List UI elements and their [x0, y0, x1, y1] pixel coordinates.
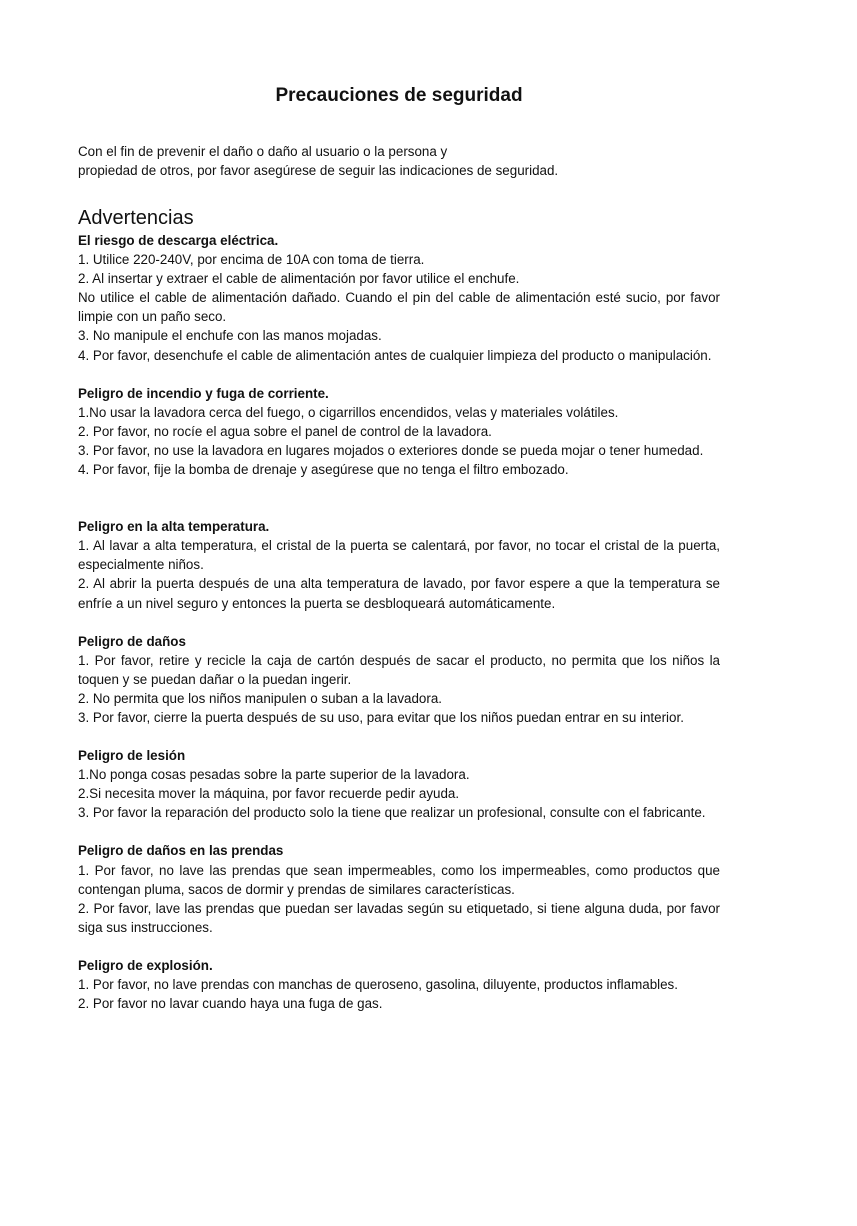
- section-title: Peligro de daños en las prendas: [78, 843, 284, 859]
- section-garment-damage: [78, 841, 720, 936]
- list-item: 2. Al insertar y extraer el cable de alimentación por favor utilice el enchufe.: [78, 271, 520, 287]
- intro-paragraph: [78, 142, 720, 180]
- section-fire-leakage: [78, 384, 720, 479]
- section-damage: [78, 632, 720, 727]
- section-title: El riesgo de descarga eléctrica.: [78, 233, 279, 248]
- section-title: Peligro en la alta temperatura.: [78, 519, 270, 535]
- list-item: 1. Por favor, no lave las prendas que sean impermeables, como los impermeables, como productos que contengan pluma, sacos de dormir y prendas de similares características.: [78, 862, 720, 897]
- section-electric-shock: [78, 231, 720, 365]
- list-item: 2.Si necesita mover la máquina, por favor recuerde pedir ayuda.: [78, 786, 460, 802]
- list-item: 3. Por favor, no use la lavadora en lugares mojados o exteriores donde se pueda mojar o tener humedad.: [78, 442, 704, 458]
- list-item: 1. Por favor, no lave prendas con manchas de queroseno, gasolina, diluyente, productos inflamables.: [78, 977, 678, 992]
- list-item: 1. Al lavar a alta temperatura, el cristal de la puerta se calentará, por favor, no tocar el cristal de la puerta, especialmente niños.: [78, 538, 720, 573]
- list-item: 1.No usar la lavadora cerca del fuego, o cigarrillos encendidos, velas y materiales volátiles.: [78, 404, 619, 420]
- list-item: 2. Por favor, lave las prendas que puedan ser lavadas según su etiquetado, si tiene alguna duda, por favor siga sus instrucciones.: [78, 900, 720, 935]
- list-item: 2. Por favor no lavar cuando haya una fuga de gas.: [78, 996, 383, 1012]
- section-title: Peligro de explosión.: [78, 957, 213, 973]
- list-item: 3. Por favor, cierre la puerta después de su uso, para evitar que los niños puedan entrar en su interior.: [78, 709, 684, 725]
- intro-line: propiedad de otros, por favor asegúrese de seguir las indicaciones de seguridad.: [78, 163, 559, 178]
- section-title: Peligro de incendio y fuga de corriente.: [78, 385, 329, 401]
- section-explosion: [78, 956, 720, 1013]
- list-item: 2. No permita que los niños manipulen o suban a la lavadora.: [78, 690, 443, 706]
- list-item: 4. Por favor, fije la bomba de drenaje y asegúrese que no tenga el filtro embozado.: [78, 462, 569, 478]
- list-item: 1. Utilice 220-240V, por encima de 10A con toma de tierra.: [78, 252, 425, 268]
- intro-line: Con el fin de prevenir el daño o daño al usuario o la persona y: [78, 144, 448, 159]
- document-page: [78, 0, 720, 1226]
- section-injury: [78, 746, 720, 822]
- list-item: 2. Por favor, no rocíe el agua sobre el panel de control de la lavadora.: [78, 423, 492, 439]
- section-high-temperature: [78, 517, 720, 612]
- section-title: Peligro de daños: [78, 633, 186, 649]
- list-item: 4. Por favor, desenchufe el cable de alimentación antes de cualquier limpieza del producto o manipulación.: [78, 347, 712, 363]
- section-title: Peligro de lesión: [78, 748, 186, 764]
- warnings-content: [78, 205, 720, 1032]
- list-item: 1.No ponga cosas pesadas sobre la parte superior de la lavadora.: [78, 767, 470, 783]
- warnings-heading: Advertencias: [78, 207, 194, 229]
- list-item: 1. Por favor, retire y recicle la caja de cartón después de sacar el producto, no permita que los niños la toquen y se puedan dañar o la puedan ingerir.: [78, 652, 720, 687]
- list-item: 3. No manipule el enchufe con las manos mojadas.: [78, 328, 382, 344]
- list-item: No utilice el cable de alimentación dañado. Cuando el pin del cable de alimentación esté sucio, por favor limpie con un paño seco.: [78, 290, 720, 325]
- list-item: 2. Al abrir la puerta después de una alta temperatura de lavado, por favor espere a que la temperatura se enfríe a un nivel seguro y entonces la puerta se desbloqueará automáticamente.: [78, 576, 720, 611]
- page-title: Precauciones de seguridad: [275, 85, 523, 106]
- list-item: 3. Por favor la reparación del producto solo la tiene que realizar un profesional, consulte con el fabricante.: [78, 805, 706, 821]
